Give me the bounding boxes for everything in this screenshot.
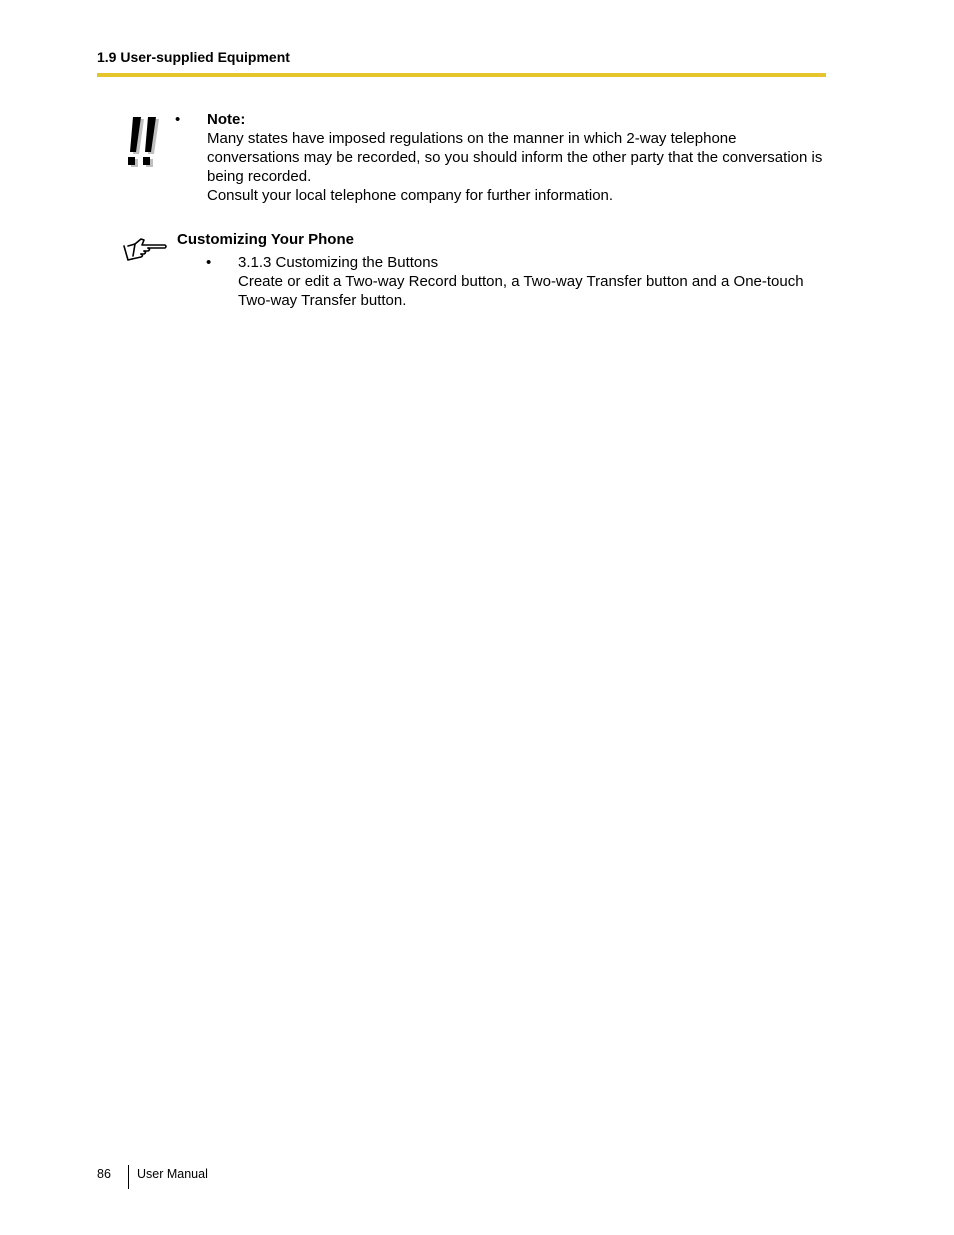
footer-divider — [128, 1165, 129, 1189]
reference-item — [238, 253, 828, 310]
note-paragraph: Many states have imposed regulations on the manner in which 2-way telephone conversations may be recorded, so you should inform the other party that the conversation is being recorded. — [207, 130, 823, 185]
reference-item-title: 3.1.3 Customizing the Buttons — [238, 254, 439, 271]
reference-bullet: • — [206, 254, 212, 271]
note-bullet: • — [175, 111, 181, 128]
section-title: 1.9 User-supplied Equipment — [97, 49, 290, 65]
note-paragraph: Consult your local telephone company for further information. — [207, 187, 614, 204]
manual-title: User Manual — [137, 1167, 208, 1181]
pointing-hand-icon — [122, 236, 168, 262]
reference-item-description: Create or edit a Two-way Record button, a Two-way Transfer button and a One-touch Two-way Transfer button. — [238, 273, 804, 309]
header-rule — [97, 73, 826, 77]
note-content — [207, 110, 827, 205]
reference-heading: Customizing Your Phone — [177, 231, 354, 248]
note-label: Note: — [207, 111, 246, 128]
double-exclamation-icon — [124, 116, 162, 170]
page-number: 86 — [97, 1167, 111, 1181]
